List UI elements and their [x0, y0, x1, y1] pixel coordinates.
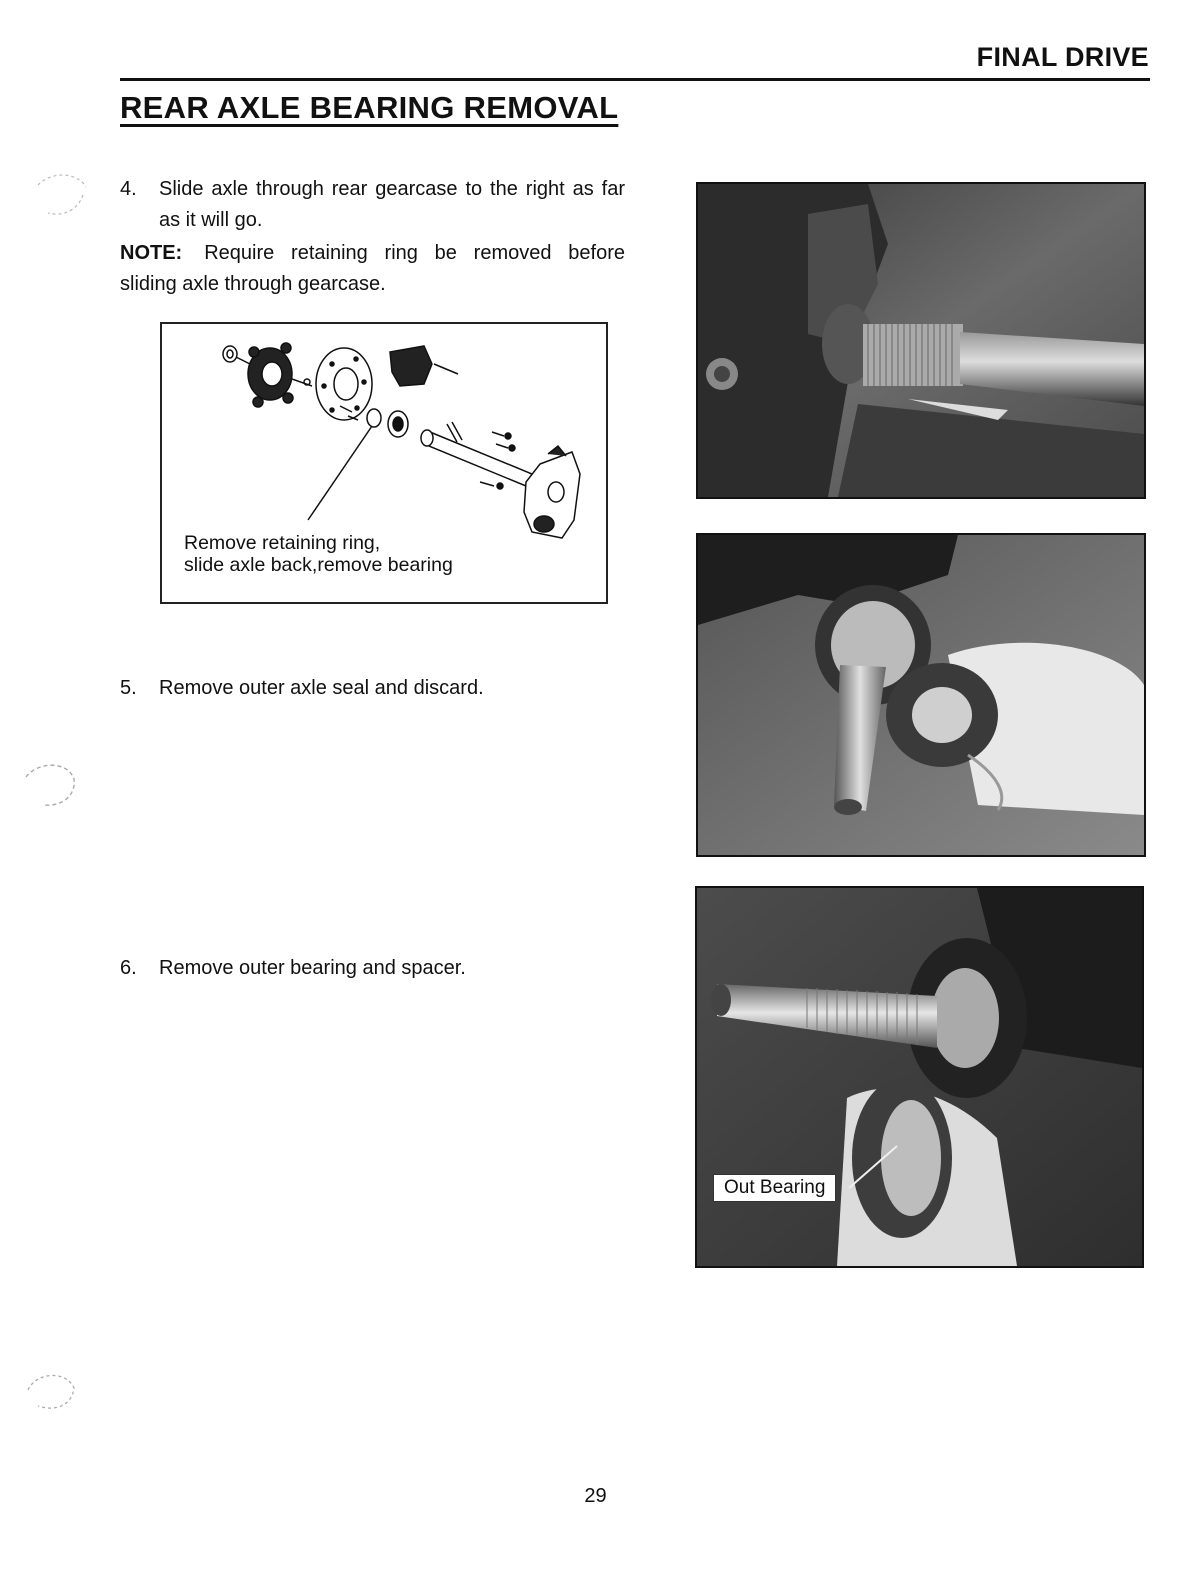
note-label: NOTE: [120, 242, 183, 264]
note-text: Require retaining ring be removed before sliding axle through gearcase. [120, 242, 625, 295]
scan-speck [18, 1360, 88, 1420]
photo-axle-slide [696, 182, 1146, 499]
out-bearing-label: Out Bearing [713, 1174, 836, 1202]
section-header: FINAL DRIVE [976, 42, 1149, 72]
step-text: Remove outer axle seal and discard. [159, 677, 484, 699]
diagram-caption: Remove retaining ring, slide axle back,remove bearing [184, 532, 453, 576]
scan-speck [18, 755, 88, 815]
header-rule [120, 78, 1150, 81]
step-text: Slide axle through rear gearcase to the right as far as it will go. [159, 178, 625, 231]
photo-axle-seal [696, 533, 1146, 857]
step-6 [120, 953, 625, 984]
note [120, 238, 625, 300]
step-5 [120, 673, 625, 704]
step-4 [120, 174, 625, 236]
step-number: 6. [120, 957, 137, 979]
page-number: 29 [584, 1485, 607, 1507]
photo-axle-seal-image [698, 535, 1144, 855]
scan-speck [28, 165, 98, 225]
step-number: 5. [120, 677, 137, 699]
photo-axle-slide-image [698, 184, 1144, 497]
exploded-diagram [160, 322, 608, 604]
photo-outer-bearing-image [697, 888, 1142, 1266]
step-text: Remove outer bearing and spacer. [159, 957, 466, 979]
page-title: REAR AXLE BEARING REMOVAL [120, 90, 619, 125]
step-number: 4. [120, 178, 137, 200]
photo-outer-bearing [695, 886, 1144, 1268]
